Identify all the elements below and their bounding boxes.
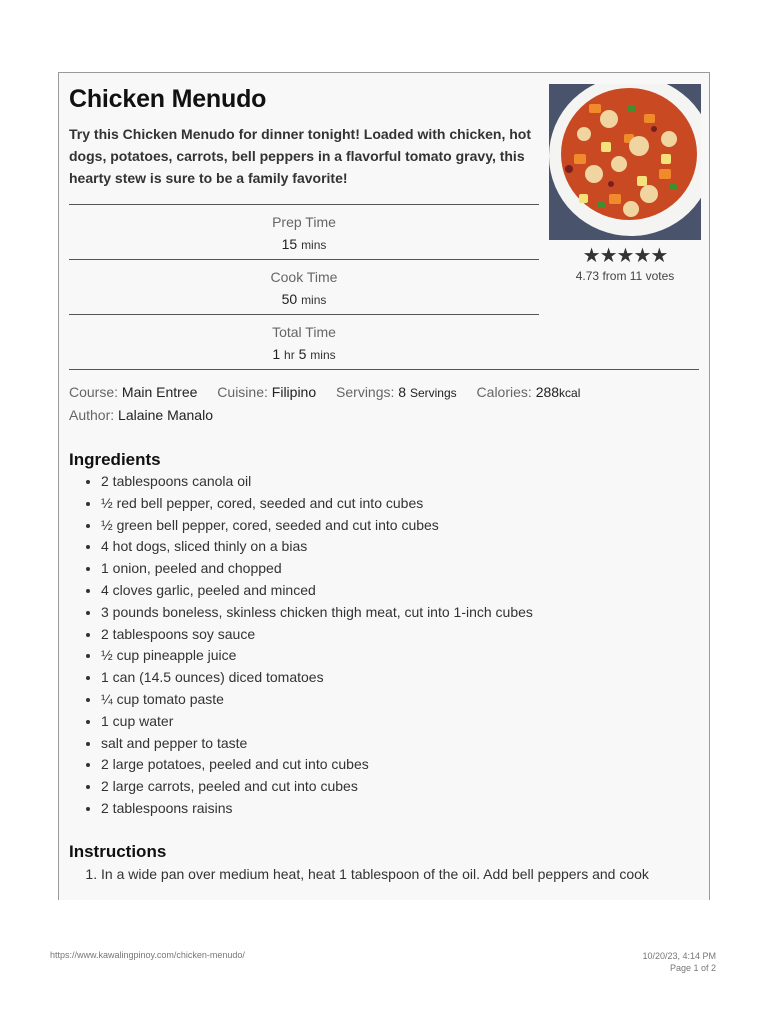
cook-time-value: 50 bbox=[281, 291, 298, 307]
prep-time-unit: mins bbox=[301, 238, 327, 252]
course-meta bbox=[69, 381, 197, 403]
author-label: Author: bbox=[69, 407, 115, 423]
ingredient-item: • ½ red bell pepper, cored, seeded and cut into cubes bbox=[101, 493, 533, 515]
footer-page: Page 1 of 2 bbox=[669, 963, 716, 973]
servings-label: Servings: bbox=[336, 384, 395, 400]
ingredient-item: • 4 hot dogs, sliced thinly on a bias bbox=[101, 536, 533, 558]
ingredient-item: • 1 cup water bbox=[101, 711, 533, 733]
servings-value[interactable]: 8 bbox=[398, 384, 407, 400]
ingredient-item: • 2 tablespoons raisins bbox=[101, 798, 533, 820]
cuisine-value: Filipino bbox=[271, 384, 317, 400]
prep-time bbox=[69, 205, 539, 260]
footer-url[interactable]: https://www.kawalingpinoy.com/chicken-menudo/ bbox=[50, 950, 245, 960]
total-time-hours: 1 bbox=[272, 346, 281, 362]
cook-time-label: Cook Time bbox=[270, 269, 338, 285]
time-section bbox=[69, 204, 539, 370]
calories-value: 288 bbox=[535, 384, 560, 400]
cuisine-label: Cuisine: bbox=[217, 384, 268, 400]
rating-votes: 4.73 from 11 votes bbox=[575, 269, 675, 283]
ingredient-item: • ½ cup pineapple juice bbox=[101, 645, 533, 667]
course-label: Course: bbox=[69, 384, 119, 400]
footer-date: 10/20/23, 4:14 PM bbox=[642, 951, 716, 961]
total-time-minutes-unit: mins bbox=[310, 348, 336, 362]
recipe-photo bbox=[549, 84, 701, 240]
ingredient-item: • ½ green bell pepper, cored, seeded and cut into cubes bbox=[101, 515, 533, 537]
ingredient-item: • 1 can (14.5 ounces) diced tomatoes bbox=[101, 667, 533, 689]
servings-meta bbox=[336, 381, 457, 404]
rating-stars[interactable]: ★★★★★ bbox=[582, 245, 668, 267]
recipe-title: Chicken Menudo bbox=[69, 85, 267, 113]
author-meta bbox=[69, 407, 213, 423]
course-value: Main Entree bbox=[121, 384, 198, 400]
recipe-card bbox=[58, 72, 710, 900]
cook-time-unit: mins bbox=[301, 293, 327, 307]
recipe-meta bbox=[69, 381, 699, 426]
prep-time-value: 15 bbox=[281, 236, 298, 252]
ingredient-item: • 1 onion, peeled and chopped bbox=[101, 558, 533, 580]
footer-info bbox=[642, 950, 716, 974]
cook-time bbox=[69, 260, 539, 315]
total-time bbox=[69, 315, 699, 370]
prep-time-label: Prep Time bbox=[272, 214, 336, 230]
cuisine-meta bbox=[217, 381, 316, 403]
total-time-hours-unit: hr bbox=[284, 348, 295, 362]
instructions-list bbox=[69, 863, 649, 885]
total-time-label: Total Time bbox=[272, 324, 336, 340]
calories-meta bbox=[477, 381, 581, 404]
recipe-summary: Try this Chicken Menudo for dinner tonight! Loaded with chicken, hot dogs, potatoes, carrots, bell peppers in a flavorful tomato gravy, this hearty stew is sure to be a family favorite! bbox=[69, 126, 532, 186]
ingredients-list bbox=[69, 471, 533, 820]
instructions-heading: Instructions bbox=[69, 842, 167, 861]
ingredient-item: • 3 pounds boneless, skinless chicken thigh meat, cut into 1-inch cubes bbox=[101, 602, 533, 624]
servings-unit: Servings bbox=[409, 386, 457, 400]
calories-unit: kcal bbox=[559, 386, 581, 400]
ingredients-heading: Ingredients bbox=[69, 450, 161, 469]
ingredient-item: • salt and pepper to taste bbox=[101, 733, 533, 755]
ingredient-item: • 2 large carrots, peeled and cut into cubes bbox=[101, 776, 533, 798]
total-time-minutes: 5 bbox=[298, 346, 307, 362]
instruction-step: 1. In a wide pan over medium heat, heat 1 tablespoon of the oil. Add bell peppers and cook bbox=[101, 863, 649, 885]
ingredient-item: • 4 cloves garlic, peeled and minced bbox=[101, 580, 533, 602]
author-name: Lalaine Manalo bbox=[118, 407, 213, 423]
ingredient-item: • ¼ cup tomato paste bbox=[101, 689, 533, 711]
ingredient-item: • 2 tablespoons soy sauce bbox=[101, 624, 533, 646]
ingredient-item: • 2 tablespoons canola oil bbox=[101, 471, 533, 493]
ingredient-item: • 2 large potatoes, peeled and cut into cubes bbox=[101, 754, 533, 776]
calories-label: Calories: bbox=[476, 384, 532, 400]
